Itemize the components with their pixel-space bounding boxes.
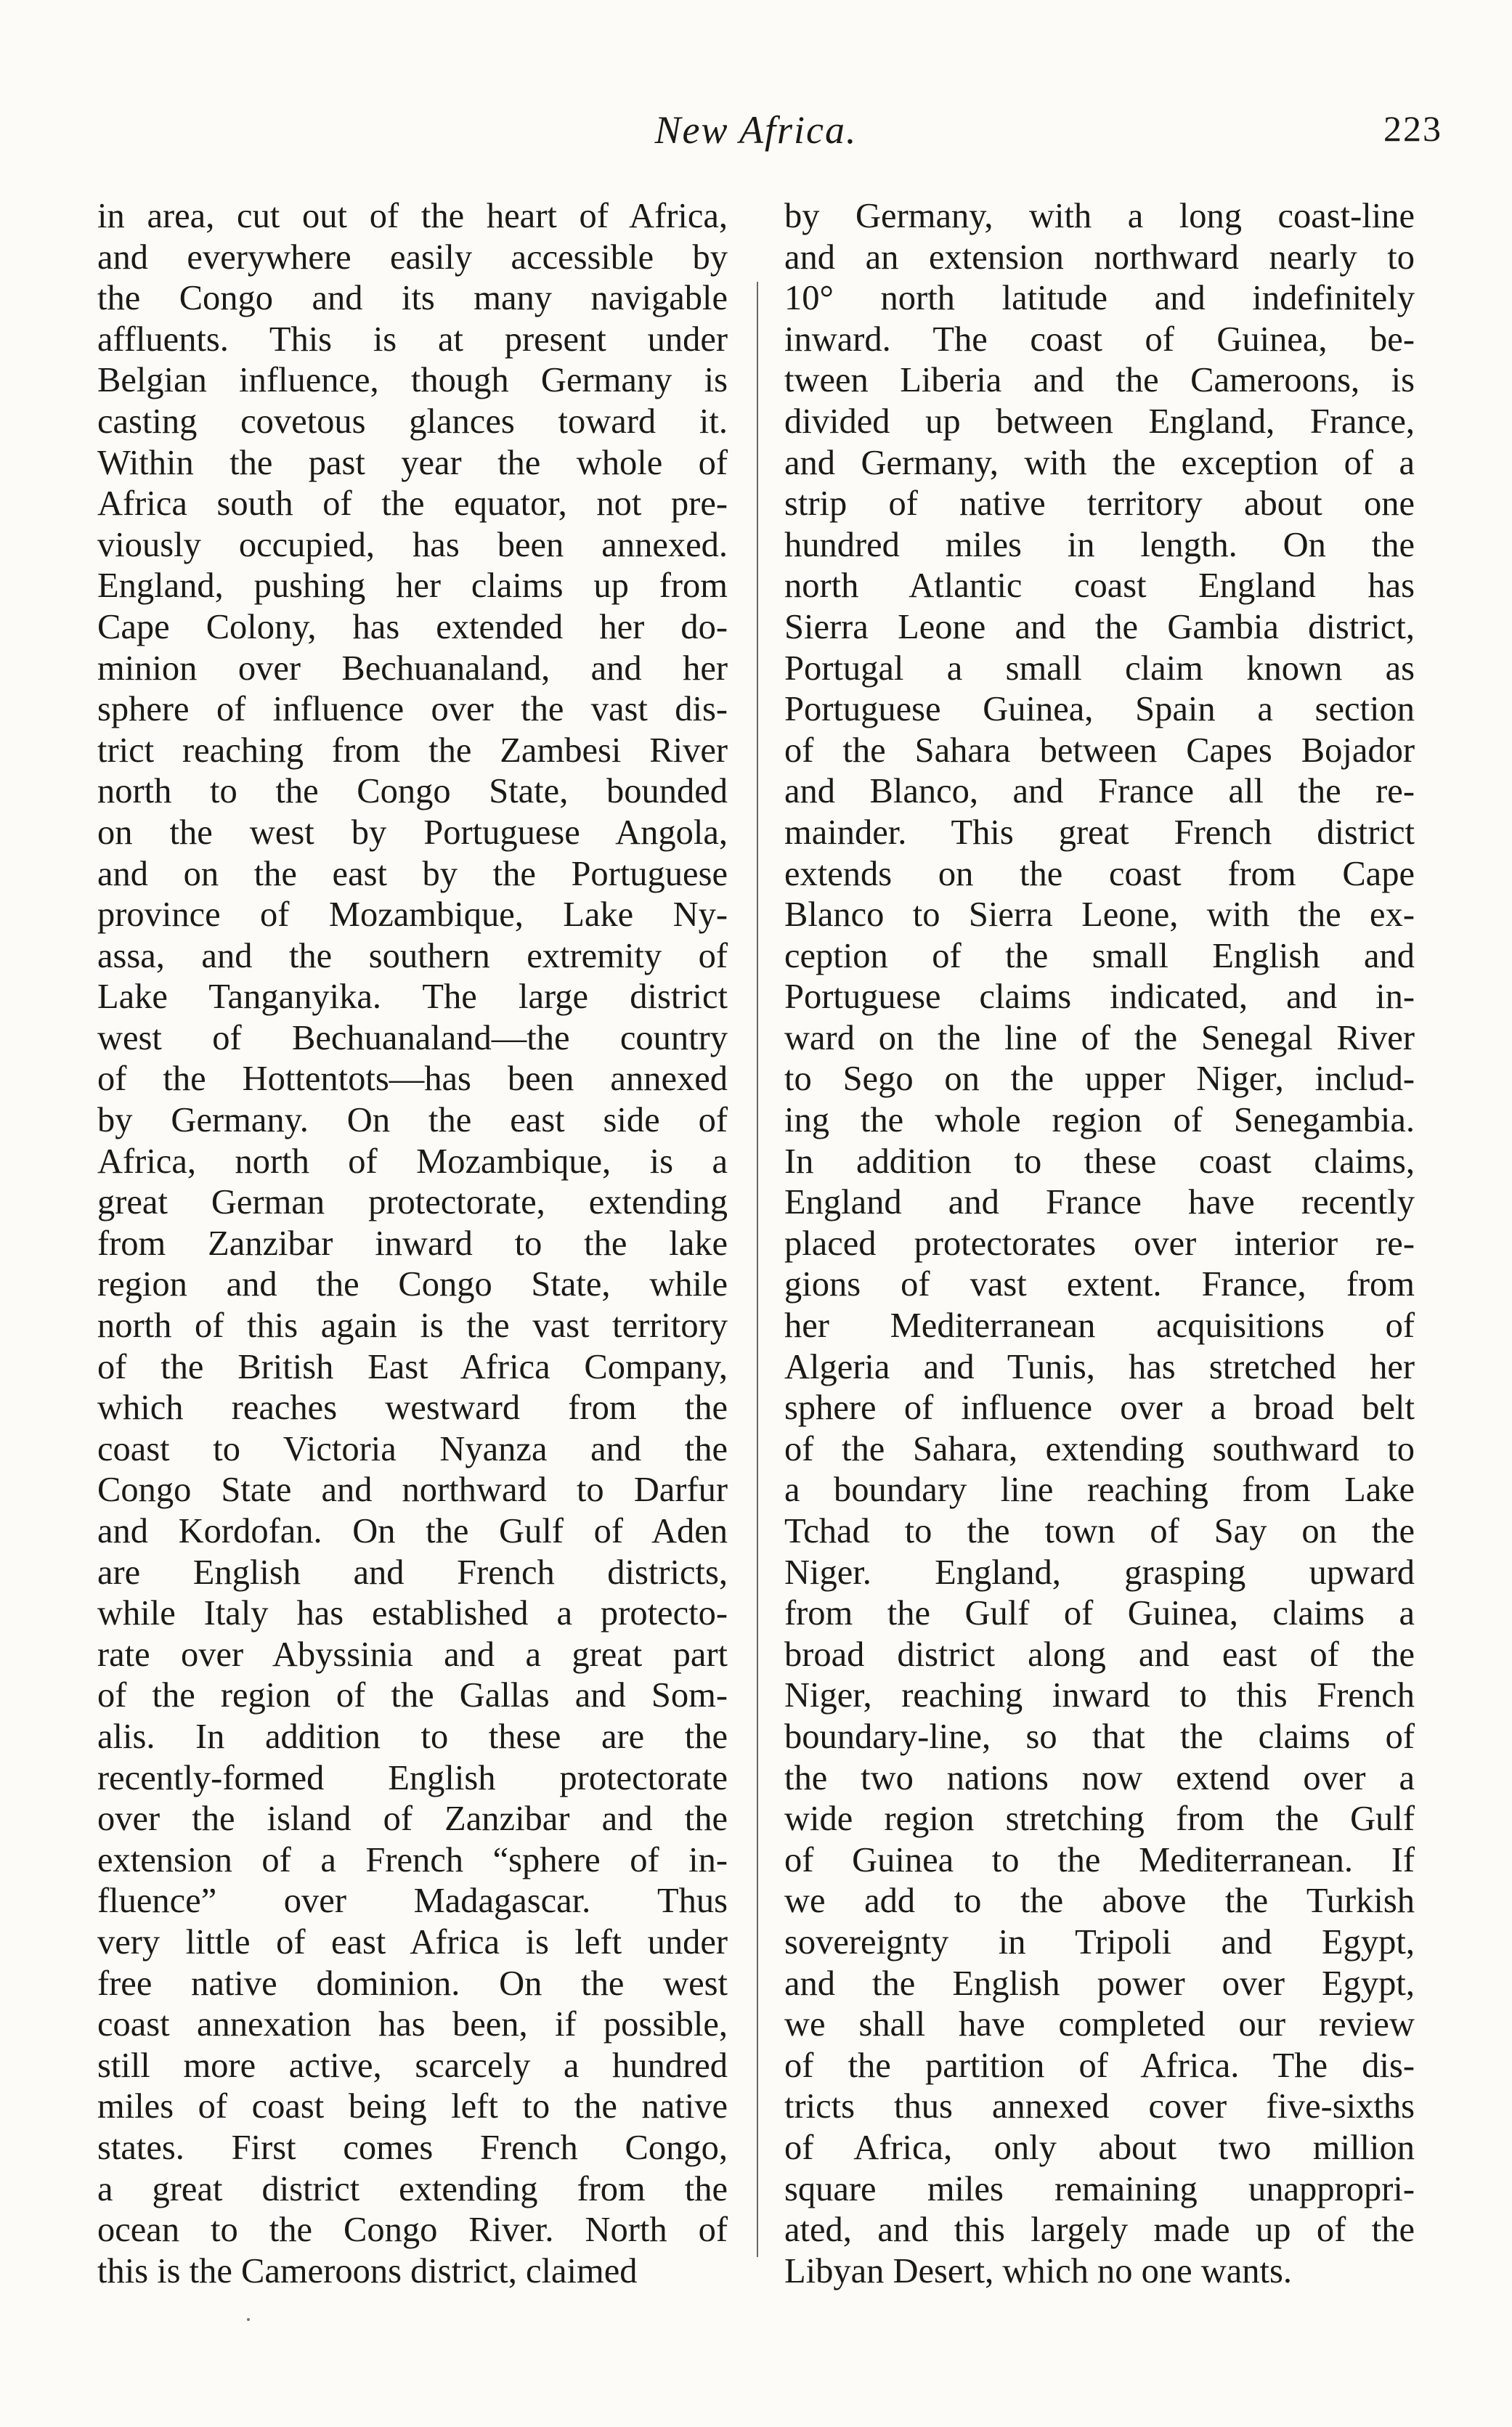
text-line: and an extension northward nearly to <box>784 237 1415 277</box>
text-line: states. First comes French Congo, <box>97 2128 728 2167</box>
text-line: and Kordofan. On the Gulf of Aden <box>97 1512 728 1550</box>
text-line: England, pushing her claims up from <box>97 566 728 606</box>
right-text-column <box>784 196 1415 2292</box>
text-line: free native dominion. On the west <box>97 1964 728 2003</box>
text-line: and Blanco, and France all the re- <box>784 772 1415 811</box>
text-line: square miles remaining unappropri- <box>784 2169 1415 2208</box>
text-line: Portuguese Guinea, Spain a section <box>784 690 1415 729</box>
text-line: coast to Victoria Nyanza and the <box>97 1429 728 1468</box>
text-line: tween Liberia and the Cameroons, is <box>784 361 1415 400</box>
text-line: by Germany. On the east side of <box>97 1101 728 1140</box>
text-line: fluence” over Madagascar. Thus <box>97 1882 728 1921</box>
text-line: of the British East Africa Company, <box>97 1347 728 1386</box>
text-line: of the Hottentots—has been annexed <box>97 1060 728 1099</box>
text-line: by Germany, with a long coast-line <box>784 197 1415 235</box>
text-line: casting covetous glances toward it. <box>97 402 728 441</box>
text-line: the two nations now extend over a <box>784 1758 1415 1797</box>
text-line: placed protectorates over interior re- <box>784 1224 1415 1263</box>
text-line: of Guinea to the Mediterranean. If <box>784 1840 1415 1879</box>
text-line: Belgian influence, though Germany is <box>97 361 728 400</box>
running-head <box>0 107 1512 166</box>
text-line: In addition to these coast claims, <box>784 1142 1415 1181</box>
text-line: from the Gulf of Guinea, claims a <box>784 1594 1415 1633</box>
running-title: New Africa. <box>654 108 858 152</box>
text-line: inward. The coast of Guinea, be- <box>784 320 1415 359</box>
text-line: affluents. This is at present under <box>97 320 728 359</box>
text-line: Libyan Desert, which no one wants. <box>784 2251 1293 2290</box>
text-line: Congo State and northward to Darfur <box>97 1471 728 1510</box>
text-line: wide region stretching from the Gulf <box>784 1800 1415 1839</box>
text-line: and on the east by the Portuguese <box>97 854 728 893</box>
text-line: sovereignty in Tripoli and Egypt, <box>784 1922 1415 1961</box>
text-line: are English and French districts, <box>97 1553 728 1592</box>
text-line: of Africa, only about two million <box>784 2128 1415 2167</box>
text-line: a great district extending from the <box>97 2169 728 2208</box>
column-divider <box>757 282 758 2257</box>
text-line: the Congo and its many navigable <box>97 279 728 318</box>
text-line: we shall have completed our review <box>784 2005 1415 2044</box>
text-line: ception of the small English and <box>784 936 1415 975</box>
text-line: rate over Abyssinia and a great part <box>97 1635 728 1674</box>
text-line: of the region of the Gallas and Som- <box>97 1676 728 1715</box>
text-line: boundary-line, so that the claims of <box>784 1717 1415 1756</box>
text-line: Niger, reaching inward to this French <box>784 1676 1415 1715</box>
text-line: England and France have recently <box>784 1183 1415 1222</box>
text-line: 10° north latitude and indefinitely <box>784 279 1415 318</box>
text-line: recently-formed English protectorate <box>97 1758 728 1797</box>
text-line: extends on the coast from Cape <box>784 854 1415 893</box>
text-line: extension of a French “sphere of in- <box>97 1840 728 1879</box>
text-line: ward on the line of the Senegal River <box>784 1018 1415 1057</box>
text-line: north of this again is the vast territory <box>97 1306 728 1346</box>
text-line: broad district along and east of the <box>784 1635 1415 1674</box>
text-line: Lake Tanganyika. The large district <box>97 977 728 1017</box>
text-line: divided up between England, France, <box>784 402 1415 441</box>
text-line: on the west by Portuguese Angola, <box>97 813 728 852</box>
text-line: great German protectorate, extending <box>97 1183 728 1222</box>
text-line: Africa, north of Mozambique, is a <box>97 1142 728 1181</box>
text-line: trict reaching from the Zambesi River <box>97 731 728 770</box>
page-number: 223 <box>1383 108 1442 149</box>
text-line: sphere of influence over a broad belt <box>784 1389 1415 1428</box>
text-line: Blanco to Sierra Leone, with the ex- <box>784 895 1415 935</box>
text-line: north Atlantic coast England has <box>784 566 1415 606</box>
text-line: Within the past year the whole of <box>97 443 728 482</box>
text-line: ated, and this largely made up of the <box>784 2211 1415 2250</box>
text-line: sphere of influence over the vast dis- <box>97 690 728 729</box>
text-line: gions of vast extent. France, from <box>784 1265 1415 1304</box>
text-line: in area, cut out of the heart of Africa, <box>97 197 728 235</box>
text-line: tricts thus annexed cover five-sixths <box>784 2087 1415 2126</box>
text-line: alis. In addition to these are the <box>97 1717 728 1756</box>
text-line: province of Mozambique, Lake Ny- <box>97 895 728 935</box>
text-line: her Mediterranean acquisitions of <box>784 1306 1415 1346</box>
text-line: while Italy has established a protecto- <box>97 1594 728 1633</box>
text-line: Portugal a small claim known as <box>784 649 1415 688</box>
text-line: viously occupied, has been annexed. <box>97 525 728 564</box>
text-line: and the English power over Egypt, <box>784 1964 1415 2003</box>
left-text-column <box>97 196 728 2292</box>
text-line: from Zanzibar inward to the lake <box>97 1224 728 1263</box>
text-line: to Sego on the upper Niger, includ- <box>784 1060 1415 1099</box>
text-line: still more active, scarcely a hundred <box>97 2046 728 2085</box>
text-line: of the Sahara, extending southward to <box>784 1429 1415 1468</box>
text-line: we add to the above the Turkish <box>784 1882 1415 1921</box>
text-line: assa, and the southern extremity of <box>97 936 728 975</box>
text-line: north to the Congo State, bounded <box>97 772 728 811</box>
text-line: a boundary line reaching from Lake <box>784 1471 1415 1510</box>
text-line: very little of east Africa is left under <box>97 1922 728 1961</box>
text-line: which reaches westward from the <box>97 1389 728 1428</box>
text-line: and everywhere easily accessible by <box>97 237 728 277</box>
text-line: over the island of Zanzibar and the <box>97 1800 728 1839</box>
text-line: Algeria and Tunis, has stretched her <box>784 1347 1415 1386</box>
text-line: and Germany, with the exception of a <box>784 443 1415 482</box>
text-line: of the Sahara between Capes Bojador <box>784 731 1415 770</box>
text-line: Portuguese claims indicated, and in- <box>784 977 1415 1017</box>
text-line: ocean to the Congo River. North of <box>97 2211 728 2250</box>
text-line: Cape Colony, has extended her do- <box>97 607 728 646</box>
text-line: Niger. England, grasping upward <box>784 1553 1415 1592</box>
text-line: this is the Cameroons district, claimed <box>97 2251 638 2290</box>
text-line: Sierra Leone and the Gambia district, <box>784 607 1415 646</box>
text-line: coast annexation has been, if possible, <box>97 2005 728 2044</box>
text-line: miles of coast being left to the native <box>97 2087 728 2126</box>
text-line: hundred miles in length. On the <box>784 525 1415 564</box>
text-line: mainder. This great French district <box>784 813 1415 852</box>
text-line: of the partition of Africa. The dis- <box>784 2046 1415 2085</box>
text-line: minion over Bechuanaland, and her <box>97 649 728 688</box>
text-line: region and the Congo State, while <box>97 1265 728 1304</box>
text-line: Africa south of the equator, not pre- <box>97 484 728 524</box>
paper-speck <box>247 2318 250 2321</box>
text-line: west of Bechuanaland—the country <box>97 1018 728 1057</box>
text-line: ing the whole region of Senegambia. <box>784 1101 1415 1140</box>
text-line: strip of native territory about one <box>784 484 1415 524</box>
text-line: Tchad to the town of Say on the <box>784 1512 1415 1550</box>
